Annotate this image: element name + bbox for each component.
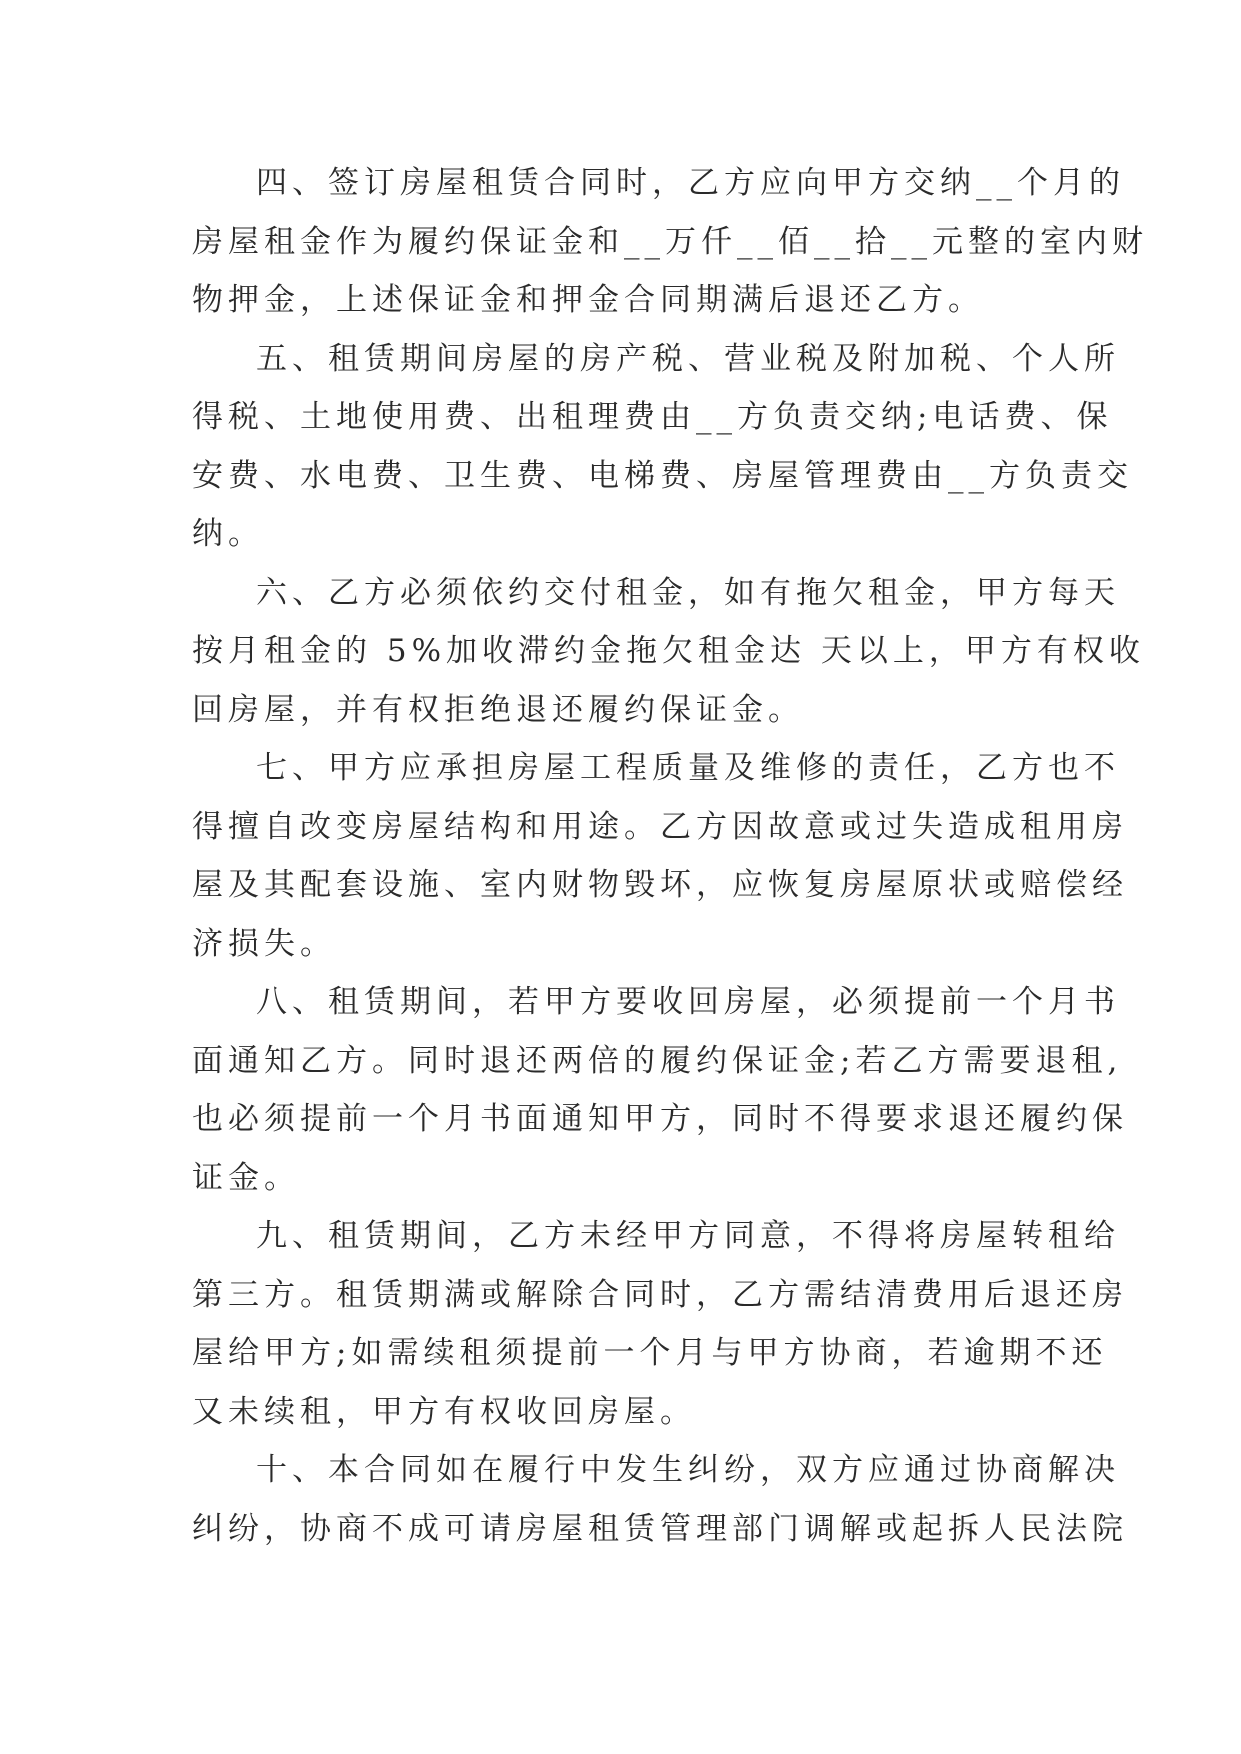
text-line: 得税、土地使用费、出租理费由__方负责交纳;电话费、保 (192, 399, 1113, 435)
text-line: 第三方。租赁期满或解除合同时，乙方需结清费用后退还房 (192, 1276, 1128, 1313)
text-line: 屋给甲方;如需续租须提前一个月与甲方协商，若逾期不还 (192, 1335, 1108, 1371)
text-line: 纠纷，协商不成可请房屋租赁管理部门调解或起拆人民法院 (192, 1510, 1128, 1547)
text-line: 也必须提前一个月书面通知甲方，同时不得要求退还履约保 (192, 1101, 1128, 1137)
text-line: 九、租赁期间，乙方未经甲方同意，不得将房屋转租给 (256, 1218, 1120, 1254)
text-line: 又未续租，甲方有权收回房屋。 (192, 1393, 696, 1430)
paragraph-clause-7 (192, 739, 1128, 973)
text-line: 按月租金的 5%加收滞约金拖欠租金达 天以上，甲方有权收 (192, 633, 1145, 669)
text-line: 回房屋，并有权拒绝退还履约保证金。 (192, 691, 804, 728)
text-line: 七、甲方应承担房屋工程质量及维修的责任，乙方也不 (256, 750, 1120, 786)
text-line: 六、乙方必须依约交付租金，如有拖欠租金，甲方每天 (256, 574, 1120, 611)
paragraph-clause-5 (192, 330, 1133, 564)
document-body (192, 154, 1148, 1558)
paragraph-clause-9 (192, 1207, 1128, 1441)
paragraph-clause-6 (192, 564, 1145, 740)
paragraph-clause-8 (192, 973, 1128, 1207)
text-line: 得擅自改变房屋结构和用途。乙方因故意或过失造成租用房 (192, 808, 1128, 845)
text-line: 十、本合同如在履行中发生纠纷，双方应通过协商解决 (256, 1452, 1120, 1488)
text-line: 屋及其配套设施、室内财物毁坏，应恢复房屋原状或赔偿经 (192, 867, 1128, 903)
paragraph-clause-4 (192, 154, 1148, 330)
text-line: 安费、水电费、卫生费、电梯费、房屋管理费由__方负责交 (192, 457, 1133, 494)
text-line: 五、租赁期间房屋的房产税、营业税及附加税、个人所 (256, 340, 1120, 377)
text-line: 房屋租金作为履约保证金和__万仟__佰__拾__元整的室内财 (192, 223, 1148, 260)
text-line: 四、签订房屋租赁合同时，乙方应向甲方交纳__个月的 (256, 165, 1125, 201)
text-line: 物押金，上述保证金和押金合同期满后退还乙方。 (192, 282, 984, 318)
text-line: 纳。 (192, 516, 264, 552)
text-line: 证金。 (192, 1159, 300, 1196)
paragraph-clause-10 (192, 1441, 1128, 1558)
text-line: 八、租赁期间，若甲方要收回房屋，必须提前一个月书 (256, 984, 1120, 1020)
text-line: 济损失。 (192, 925, 336, 962)
text-line: 面通知乙方。同时退还两倍的履约保证金;若乙方需要退租, (192, 1042, 1123, 1079)
